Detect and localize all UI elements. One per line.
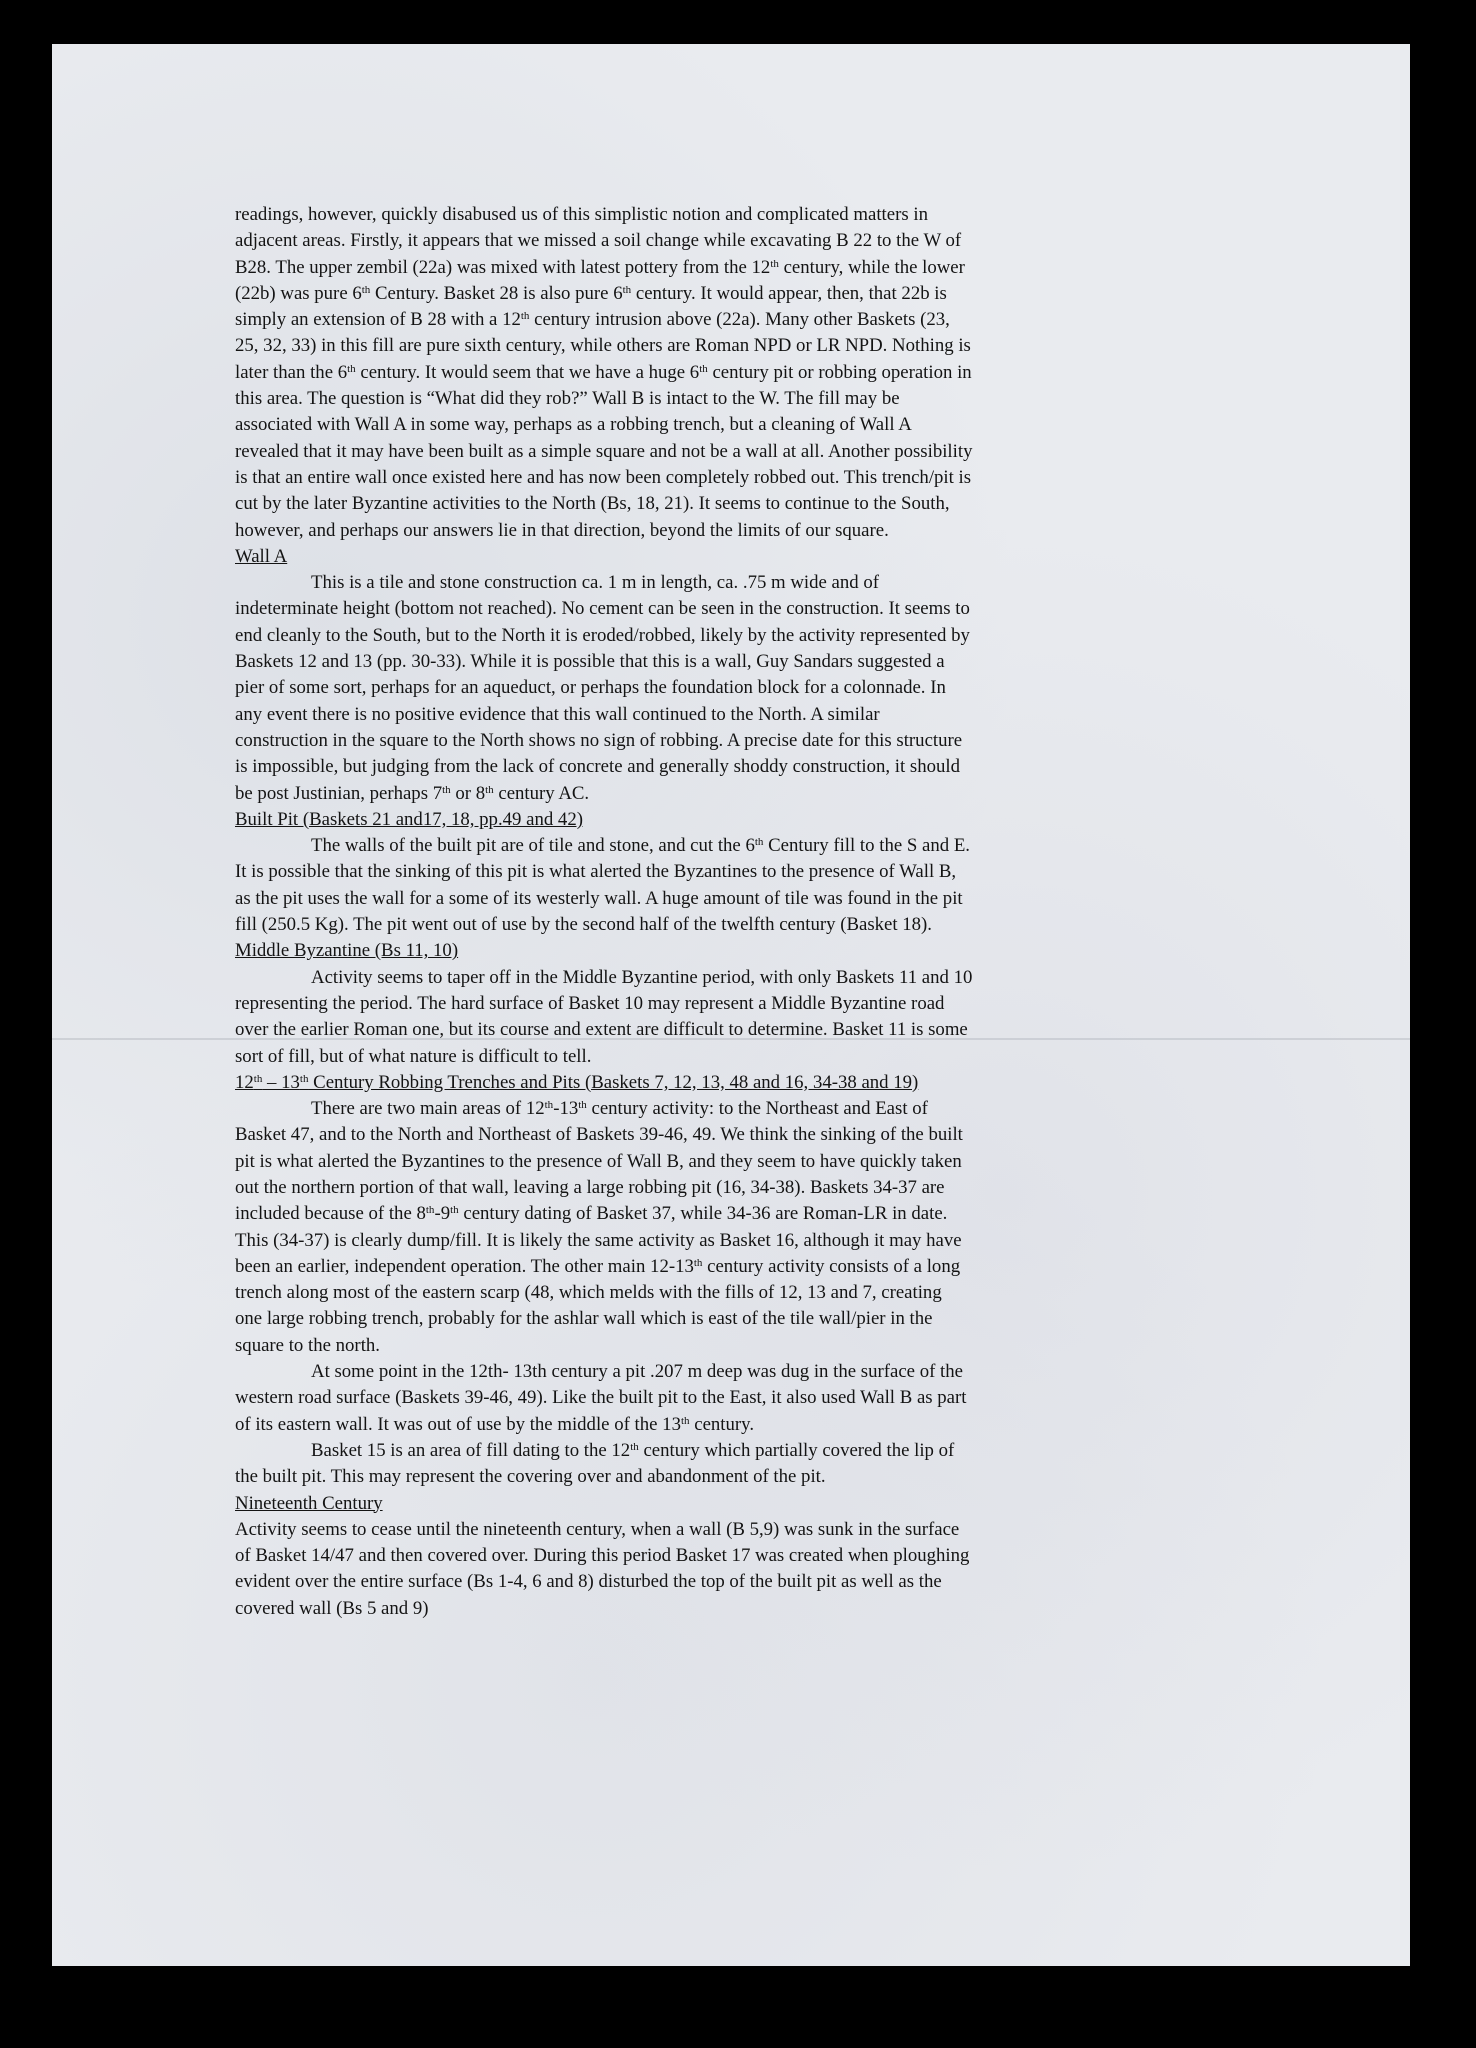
nineteenth-century-heading: Nineteenth Century [235, 1492, 383, 1514]
built-pit-paragraph: The walls of the built pit are of tile and stone, and cut the 6th Century fill to the S and E. It is possible that the sinking of this pit is what alerted the Byzantines to the presence of Wall B, as the pit uses the wall for a some of its westerly wall. A huge amount of tile was found in the pit fill (250.5 Kg). The pit went out of use by the second half of the twelfth century (Basket 18). [235, 835, 970, 936]
robbing-paragraph-2: At some point in the 12th- 13th century a pit .207 m deep was dug in the surface of the western road surface (Baskets 39-46, 49). Like the built pit to the East, it also used Wall B as part of its eastern wall. It was out of use by the middle of the 13th century. [235, 1361, 967, 1435]
intro-paragraph: readings, however, quickly disabused us of this simplistic notion and complicated matters in adjacent areas. Firstly, it appears that we missed a soil change while excavating B 22 to the W of B28. The upper zembil (22a) was mixed with latest pottery from the 12th century, while the lower (22b) was pure 6th Century. Basket 28 is also pure 6th century. It would appear, then, that 22b is simply an extension of B 28 with a 12th century intrusion above (22a). Many other Baskets (23, 25, 32, 33) in this fill are pure sixth century, while others are Roman NPD or LR NPD. Nothing is later than the 6th century. It would seem that we have a huge 6th century pit or robbing operation in this area. The question is “What did they rob?” Wall B is intact to the W. The fill may be associated with Wall A in some way, perhaps as a robbing trench, but a cleaning of Wall A revealed that it may have been built as a simple square and not be a wall at all. Another possibility is that an entire wall once existed here and has now been completely robbed out. This trench/pit is cut by the later Byzantine activities to the North (Bs, 18, 21). It seems to continue to the South, however, and perhaps our answers lie in that direction, beyond the limits of our square. [235, 204, 973, 541]
middle-byzantine-heading: Middle Byzantine (Bs 11, 10) [235, 940, 459, 962]
wall-a-heading: Wall A [235, 545, 288, 567]
wall-a-paragraph: This is a tile and stone construction ca. 1 m in length, ca. .75 m wide and of indeterminate height (bottom not reached). No cement can be seen in the construction. It seems to end cleanly to the South, but to the North it is eroded/robbed, likely by the activity represented by Baskets 12 and 13 (pp. 30-33). While it is possible that this is a wall, Guy Sandars suggested a pier of some sort, perhaps for an aqueduct, or perhaps the foundation block for a colonnade. In any event there is no positive evidence that this wall continued to the North. A similar construction in the square to the North shows no sign of robbing. A precise date for this structure is impossible, but judging from the lack of concrete and generally shoddy construction, it should be post Justinian, perhaps 7th or 8th century AC. [235, 572, 970, 804]
robbing-paragraph-3: Basket 15 is an area of fill dating to the 12th century which partially covered the lip of the built pit. This may represent the covering over and abandonment of the pit. [235, 1439, 955, 1488]
built-pit-heading: Built Pit (Baskets 21 and17, 18, pp.49 and 42) [235, 808, 583, 830]
document-page [52, 44, 1410, 1966]
nineteenth-century-paragraph: Activity seems to cease until the nineteenth century, when a wall (B 5,9) was sunk in the surface of Basket 14/47 and then covered over. During this period Basket 17 was created when ploughing evident over the entire surface (Bs 1-4, 6 and 8) disturbed the top of the built pit as well as the covered wall (Bs 5 and 9) [235, 1518, 970, 1619]
robbing-heading: 12th – 13th Century Robbing Trenches and Pits (Baskets 7, 12, 13, 48 and 16, 34-38 and 19) [235, 1071, 919, 1093]
report-text [235, 202, 973, 1622]
middle-byzantine-paragraph: Activity seems to taper off in the Middle Byzantine period, with only Baskets 11 and 10 representing the period. The hard surface of Basket 10 may represent a Middle Byzantine road over the earlier Roman one, but its course and extent are difficult to determine. Basket 11 is some sort of fill, but of what nature is difficult to tell. [235, 966, 973, 1067]
robbing-paragraph-1: There are two main areas of 12th-13th century activity: to the Northeast and East of Basket 47, and to the North and Northeast of Baskets 39-46, 49. We think the sinking of the built pit is what alerted the Byzantines to the presence of Wall B, and they seem to have quickly taken out the northern portion of that wall, leaving a large robbing pit (16, 34-38). Baskets 34-37 are included because of the 8th-9th century dating of Basket 37, while 34-36 are Roman-LR in date. This (34-37) is clearly dump/fill. It is likely the same activity as Basket 16, although it may have been an earlier, independent operation. The other main 12-13th century activity consists of a long trench along most of the eastern scarp (48, which melds with the fills of 12, 13 and 7, creating one large robbing trench, probably for the ashlar wall which is east of the tile wall/pier in the square to the north. [235, 1098, 963, 1356]
